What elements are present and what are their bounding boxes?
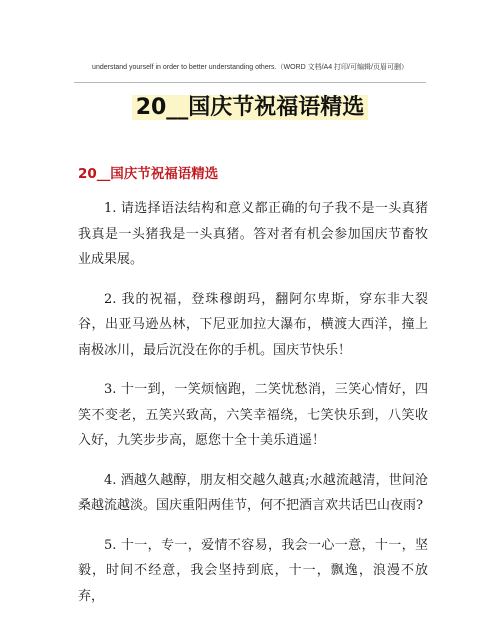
paragraph-2: 2. 我的祝福，登珠穆朗玛，翻阿尔卑斯，穿东非大裂谷，出亚马逊丛林，下尼亚加拉大瀑布，横渡大西洋，撞上南极冰川，最后沉没在你的手机。国庆节快乐！ — [78, 291, 428, 358]
header-divider — [74, 82, 426, 83]
page-header: understand yourself in order to better understanding others.（WORD 文档/A4 打印/可编辑/页眉可删） — [92, 64, 408, 71]
paragraph-5: 5. 十一，专一，爱情不容易，我会一心一意，十一，坚毅，时间不经意，我会坚持到底，十一，飘逸，浪漫不放弃， — [78, 537, 428, 604]
document-body — [78, 196, 428, 623]
paragraph-4: 4. 酒越久越醇，朋友相交越久越真;水越流越清，世间沧桑越流越淡。国庆重阳两佳节，何不把酒言欢共话巴山夜雨? — [78, 472, 428, 513]
document-title — [0, 93, 500, 123]
paragraph-3: 3. 十一到，一笑烦恼跑，二笑忧愁消，三笑心情好，四笑不变老，五笑兴致高，六笑幸福绕，七笑快乐到，八笑收入好，九笑步步高，愿您十全十美乐逍遥！ — [78, 382, 428, 448]
document-title-text: 20__国庆节祝福语精选 — [132, 95, 369, 120]
paragraph-1: 1. 请选择语法结构和意义都正确的句子我不是一头真猪我真是一头猪我是一头真猪。答对者有机会参加国庆节畜牧业成果展。 — [78, 201, 428, 267]
section-heading: 20__国庆节祝福语精选 — [78, 166, 219, 182]
